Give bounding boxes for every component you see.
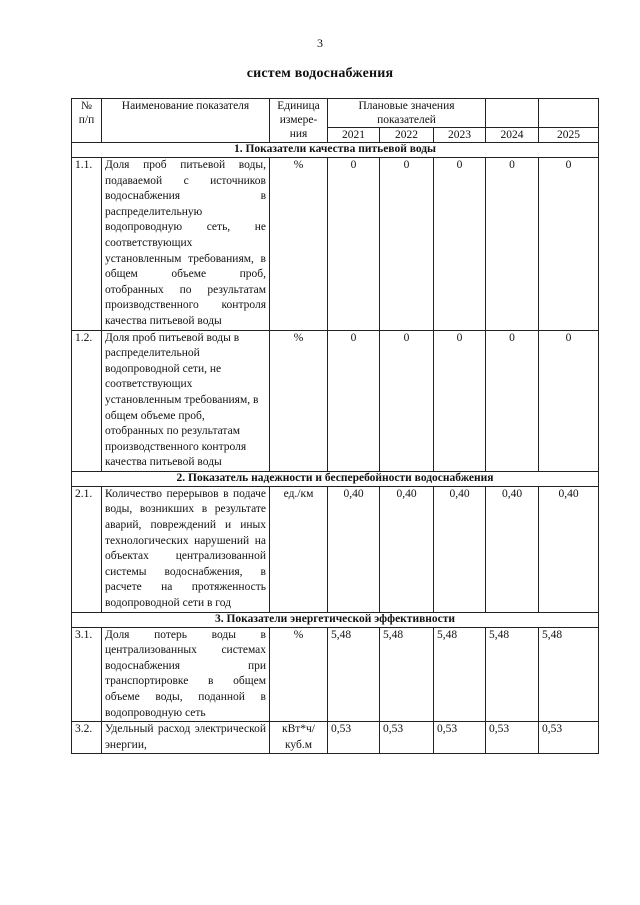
value-cell: 5,48	[434, 627, 486, 722]
indicator-name: Доля проб питьевой воды, подаваемой с источников водоснабжения в распределительную водопроводную сеть, не соответствующих установленным требованиям, в общем объеме проб, отобранных по результатам производственного контроля качества питьевой воды	[102, 158, 270, 331]
row-number: 3.2.	[72, 722, 102, 754]
value-cell: 5,48	[486, 627, 539, 722]
indicator-name: Доля потерь воды в централизованных системах водоснабжения при транспортировке в общем объеме воды, поданной в водопроводную сеть	[102, 627, 270, 722]
header-row	[72, 99, 599, 128]
header-year: 2022	[380, 128, 434, 143]
table-row	[72, 330, 599, 471]
header-year: 2024	[486, 128, 539, 143]
section-row	[72, 471, 599, 486]
value-cell: 0,40	[434, 486, 486, 612]
section-title: 2. Показатель надежности и бесперебойности водоснабжения	[72, 471, 599, 486]
value-cell: 0,53	[434, 722, 486, 754]
section-row	[72, 612, 599, 627]
section-title: 1. Показатели качества питьевой воды	[72, 143, 599, 158]
section-row	[72, 143, 599, 158]
indicator-unit: %	[270, 158, 328, 331]
value-cell: 0	[486, 330, 539, 471]
table-row	[72, 627, 599, 722]
indicator-name: Доля проб питьевой воды в распределительной водопроводной сети, не соответствующих установленным требованиям, в общем объеме проб, отобранных по результатам производственного контроля качества питьевой воды	[102, 330, 270, 471]
document-title: систем водоснабжения	[246, 66, 394, 81]
value-cell: 0,53	[539, 722, 599, 754]
value-cell: 0	[380, 158, 434, 331]
row-number: 3.1.	[72, 627, 102, 722]
value-cell: 0,53	[328, 722, 380, 754]
header-num: № п/п	[72, 99, 102, 143]
value-cell: 0,40	[486, 486, 539, 612]
header-year: 2025	[539, 128, 599, 143]
value-cell: 0	[434, 330, 486, 471]
value-cell: 0	[434, 158, 486, 331]
table-row	[72, 486, 599, 612]
value-cell: 5,48	[539, 627, 599, 722]
header-name: Наименование показателя	[102, 99, 270, 143]
value-cell: 0	[380, 330, 434, 471]
value-cell: 0	[328, 158, 380, 331]
indicator-unit: %	[270, 627, 328, 722]
indicators-table	[71, 98, 599, 754]
row-number: 1.2.	[72, 330, 102, 471]
header-unit: Единица измере-ния	[270, 99, 328, 143]
table-row	[72, 158, 599, 331]
value-cell: 5,48	[380, 627, 434, 722]
header-year: 2021	[328, 128, 380, 143]
indicator-name: Количество перерывов в подаче воды, возникших в результате аварий, повреждений и иных технологических нарушений на объектах централизованной системы водоснабжения, в расчете на протяженность водопроводной сети в год	[102, 486, 270, 612]
section-title: 3. Показатели энергетической эффективности	[72, 612, 599, 627]
value-cell: 0,40	[380, 486, 434, 612]
indicator-unit: ед./км	[270, 486, 328, 612]
header-plan: Плановые значения показателей	[328, 99, 486, 128]
table-row	[72, 722, 599, 754]
header-year: 2023	[434, 128, 486, 143]
row-number: 1.1.	[72, 158, 102, 331]
value-cell: 0	[539, 330, 599, 471]
value-cell: 0	[539, 158, 599, 331]
value-cell: 0,53	[486, 722, 539, 754]
header-empty-cell	[539, 99, 599, 128]
indicator-unit: кВт*ч/ куб.м	[270, 722, 328, 754]
indicator-name: Удельный расход электрической энергии,	[102, 722, 270, 754]
value-cell: 0,40	[328, 486, 380, 612]
value-cell: 0,53	[380, 722, 434, 754]
row-number: 2.1.	[72, 486, 102, 612]
page-number: 3	[317, 36, 323, 50]
value-cell: 0	[486, 158, 539, 331]
value-cell: 5,48	[328, 627, 380, 722]
header-empty-cell	[486, 99, 539, 128]
indicator-unit: %	[270, 330, 328, 471]
value-cell: 0,40	[539, 486, 599, 612]
value-cell: 0	[328, 330, 380, 471]
